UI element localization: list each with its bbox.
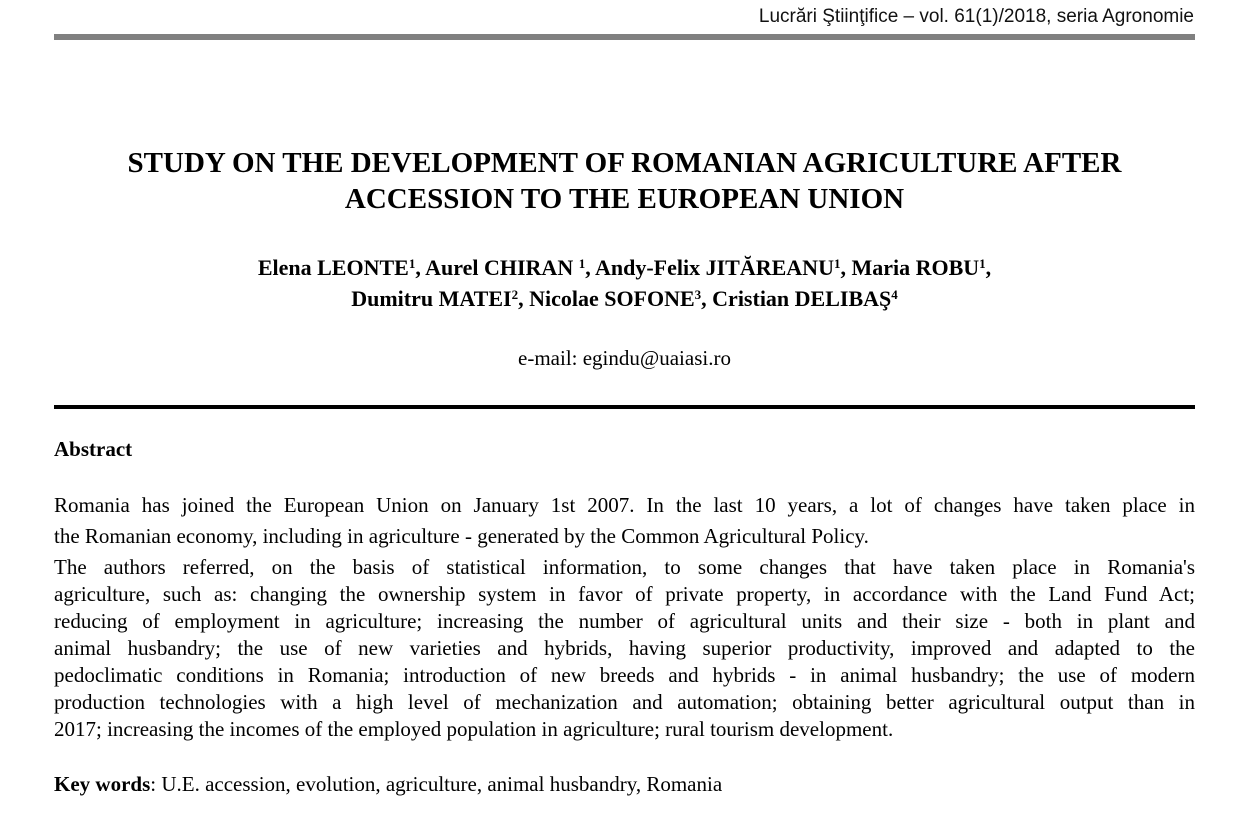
abstract-line: pedoclimatic conditions in Romania; introduction of new breeds and hybrids - in animal husbandry; the use of modern [54, 663, 1195, 687]
affiliation-mark: 4 [891, 287, 898, 302]
author-name: Dumitru MATEI [351, 286, 512, 311]
running-head: Lucrări Ştiinţifice – vol. 61(1)/2018, seria Agronomie [758, 6, 1194, 27]
separator: , [585, 255, 595, 280]
separator: , [701, 286, 713, 311]
keywords [54, 772, 722, 797]
author-name: Andy-Felix JITĂREANU [595, 255, 834, 280]
author-name: Cristian DELIBAŞ [712, 286, 892, 311]
separator: , [415, 255, 426, 280]
separator: , [985, 255, 992, 280]
abstract-line: production technologies with a high level of mechanization and automation; obtaining better agricultural output than in [54, 690, 1195, 714]
author-line [54, 283, 1195, 314]
abstract-line: The authors referred, on the basis of statistical information, to some changes that have taken place in Romania's [54, 555, 1195, 579]
abstract-line: the Romanian economy, including in agriculture - generated by the Common Agricultural Policy. [54, 524, 869, 548]
authors [54, 252, 1195, 314]
header-rule [54, 34, 1195, 40]
abstract-line: reducing of employment in agriculture; increasing the number of agricultural units and their size - both in plant and [54, 609, 1195, 633]
abstract-line: Romania has joined the European Union on January 1st 2007. In the last 10 years, a lot of changes have taken place in [54, 493, 1195, 517]
affiliation-mark: 3 [694, 287, 702, 302]
abstract-heading: Abstract [54, 437, 133, 461]
affiliation-mark: 1 [578, 256, 586, 271]
author-name: Maria ROBU [851, 255, 980, 280]
separator: , [840, 255, 852, 280]
title-line: STUDY ON THE DEVELOPMENT OF ROMANIAN AGRICULTURE AFTER [127, 147, 1122, 179]
affiliation-mark: 1 [833, 256, 841, 271]
affiliation-mark: 1 [979, 256, 986, 271]
abstract-line: agriculture, such as: changing the ownership system in favor of private property, in accordance with the Land Fund Act; [54, 582, 1195, 606]
author-name: Aurel CHIRAN [425, 255, 579, 280]
keywords-label: Key words [54, 772, 151, 796]
author-name: Elena LEONTE [257, 255, 409, 280]
abstract-line: 2017; increasing the incomes of the employed population in agriculture; rural tourism development. [54, 717, 894, 741]
email: e-mail: egindu@uaiasi.ro [518, 346, 731, 370]
author-line [54, 252, 1195, 283]
author-name: Nicolae SOFONE [529, 286, 695, 311]
keywords-value: : U.E. accession, evolution, agriculture, animal husbandry, Romania [150, 772, 723, 796]
abstract-line: animal husbandry; the use of new varieties and hybrids, having superior productivity, improved and adapted to the [54, 636, 1195, 660]
title-line: ACCESSION TO THE EUROPEAN UNION [344, 183, 905, 215]
separator: , [518, 286, 530, 311]
affiliation-mark: 1 [408, 256, 416, 271]
affiliation-mark: 2 [511, 287, 519, 302]
section-rule [54, 405, 1195, 409]
paper-title [54, 145, 1195, 217]
